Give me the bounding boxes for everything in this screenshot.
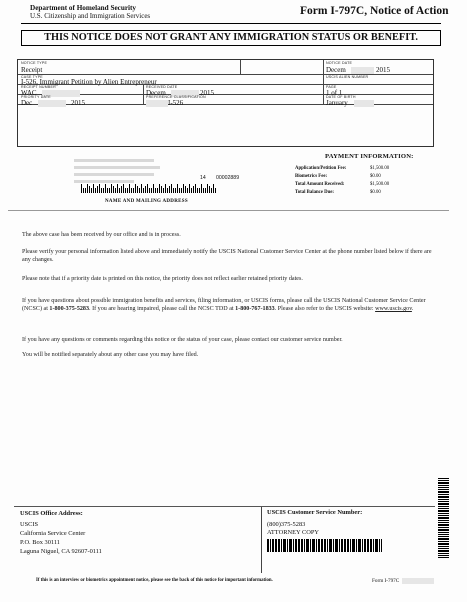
- redacted-address-line: [74, 159, 154, 162]
- barcode-bar: [157, 188, 158, 193]
- grid-rule: [18, 74, 433, 75]
- barcode-bar: [83, 188, 84, 193]
- barcode-bar: [187, 188, 188, 193]
- redaction: [38, 100, 66, 107]
- barcode-bar: [279, 539, 280, 552]
- preference-label: PREFERENCE CLASSIFICATION: [146, 95, 206, 99]
- redacted-address-line: [74, 166, 160, 169]
- barcode-bar: [371, 539, 372, 552]
- payment-label: Application/Petition Fee:: [295, 166, 347, 171]
- office-line: Laguna Niguel, CA 92607-0111: [20, 548, 102, 555]
- barcode-bar: [139, 188, 140, 193]
- barcode-bar: [181, 188, 182, 193]
- barcode-bar: [97, 186, 98, 193]
- barcode-bar: [147, 184, 148, 193]
- barcode-bar: [207, 184, 208, 193]
- barcode-bar: [438, 504, 449, 505]
- footer-note: If this is an interview or biometrics appointment notice, please see the back of this notice for important information.: [36, 578, 273, 583]
- barcode-bar: [438, 483, 449, 484]
- barcode-bar: [348, 539, 349, 552]
- office-line: P.O. Box 30111: [20, 539, 61, 546]
- footer-form-ref: Form I-797C: [372, 578, 400, 584]
- barcode-bar: [209, 186, 210, 193]
- page-value: 1 of 1: [326, 89, 343, 97]
- barcode-bar: [193, 186, 194, 193]
- barcode-bar: [438, 551, 449, 552]
- body-text: If you have questions about possible immigration benefits and services, filing information, or USCIS forms, please call the USCIS National Customer Service Center (NCSC) at: [22, 298, 426, 313]
- barcode-bar: [296, 539, 297, 552]
- ncsc-phone: 1-800-375-5283: [49, 306, 90, 313]
- receipt-number-label: RECEIPT NUMBER: [21, 85, 56, 89]
- barcode-bar: [438, 489, 449, 490]
- barcode-bar: [342, 539, 343, 552]
- barcode-bar: [177, 184, 178, 193]
- grid-rule: [18, 94, 433, 95]
- barcode-bar: [201, 184, 202, 193]
- body-text: .: [411, 306, 414, 313]
- barcode-bar: [113, 186, 114, 193]
- tdd-phone: 1-800-767-1833: [235, 306, 275, 313]
- barcode-bar: [438, 557, 449, 558]
- barcode-bar: [111, 184, 112, 193]
- body-text: . If you are hearing impaired, please call the NCSC TDD at: [89, 306, 236, 313]
- barcode-bar: [109, 188, 110, 193]
- receipt-number-value: WAC: [21, 89, 37, 97]
- redaction: [351, 67, 374, 74]
- barcode-bar: [117, 184, 118, 193]
- barcode-bar: [365, 539, 366, 552]
- received-date-year: 2015: [200, 89, 214, 97]
- priority-date-label: PRIORITY DATE: [21, 95, 51, 99]
- barcode-bar: [167, 188, 168, 193]
- address-code: 14: [200, 175, 206, 181]
- customer-service-heading: USCIS Customer Service Number:: [267, 509, 363, 516]
- barcode-bar: [133, 188, 134, 193]
- barcode-bar: [115, 188, 116, 193]
- dob-label: DATE OF BIRTH: [326, 95, 356, 99]
- barcode-bar: [135, 184, 136, 193]
- barcode-bar: [285, 539, 286, 552]
- body-paragraph: If you have any questions or comments regarding this notice or the status of your case, please contact our customer service number.: [22, 337, 343, 343]
- office-line: California Service Center: [20, 530, 86, 537]
- barcode-bar: [438, 520, 449, 521]
- barcode-bar: [302, 539, 303, 552]
- barcode-bar: [438, 530, 449, 531]
- attorney-copy-label: ATTORNEY COPY: [267, 529, 320, 536]
- barcode-bar: [159, 184, 160, 193]
- redaction: [354, 100, 374, 107]
- dob-value: January: [326, 99, 348, 107]
- barcode-bar: [173, 188, 174, 193]
- barcode-bar: [129, 184, 130, 193]
- priority-date-value: Dec: [21, 99, 33, 107]
- side-barcode: [438, 478, 449, 570]
- barcode-bar: [141, 184, 142, 193]
- barcode-bar: [377, 539, 378, 552]
- barcode-bar: [438, 525, 449, 526]
- barcode-bar: [121, 186, 122, 193]
- barcode-bar: [381, 539, 382, 552]
- barcode-bar: [195, 184, 196, 193]
- payment-label: Total Balance Due:: [295, 190, 334, 195]
- body-paragraph: You will be notified separately about any other case you may have filed.: [22, 352, 199, 358]
- barcode-bar: [438, 515, 449, 516]
- barcode-bar: [213, 184, 214, 193]
- barcode-bar: [91, 188, 92, 193]
- barcode-bar: [93, 184, 94, 193]
- page-label: PAGE: [326, 85, 337, 89]
- barcode-bar: [87, 184, 88, 193]
- postal-barcode: [81, 184, 217, 193]
- barcode-bar: [137, 186, 138, 193]
- case-type-value: I-526, Immigrant Petition by Alien Entrepreneur: [21, 78, 157, 86]
- case-type-label: CASE TYPE: [21, 75, 43, 79]
- grid-divider: [323, 60, 324, 104]
- barcode-bar: [183, 184, 184, 193]
- barcode-bar: [191, 188, 192, 193]
- uscis-website-link[interactable]: www.uscis.gov: [375, 306, 412, 313]
- barcode-bar: [131, 188, 132, 193]
- barcode-bar: [185, 186, 186, 193]
- redacted-address-line: [74, 180, 134, 183]
- barcode-bar: [438, 546, 449, 547]
- preference-value: I-526: [168, 99, 184, 107]
- section-separator: [8, 210, 449, 211]
- barcode-bar: [438, 499, 449, 500]
- barcode-bar: [179, 188, 180, 193]
- barcode-bar: [273, 539, 274, 552]
- grid-divider: [143, 84, 144, 104]
- notice-type-label: NOTICE TYPE: [21, 61, 48, 65]
- barcode-bar: [151, 188, 152, 193]
- barcode-bar: [171, 184, 172, 193]
- header-rule: [21, 23, 441, 24]
- received-date-label: RECEIVED DATE: [146, 85, 178, 89]
- barcode-bar: [165, 184, 166, 193]
- barcode-bar: [107, 188, 108, 193]
- redacted-address-line: [74, 173, 154, 176]
- body-paragraph: Please note that if a priority date is printed on this notice, the priority does not reflect earlier retained priority dates.: [22, 276, 303, 282]
- barcode-bar: [89, 186, 90, 193]
- agency-name: U.S. Citizenship and Immigration Services: [30, 12, 151, 20]
- document-barcode: [267, 539, 382, 552]
- barcode-bar: [438, 494, 449, 495]
- barcode-bar: [336, 539, 338, 552]
- barcode-bar: [197, 188, 198, 193]
- form-title: Form I-797C, Notice of Action: [300, 5, 449, 17]
- received-date-value: Decem: [146, 89, 166, 97]
- barcode-bar: [105, 184, 106, 193]
- barcode-bar: [189, 184, 190, 193]
- barcode-bar: [319, 539, 320, 552]
- payment-value: $1,500.00: [370, 182, 390, 187]
- payment-value: $1,500.00: [370, 166, 390, 171]
- body-paragraph-contact: [22, 297, 436, 313]
- payment-value: $0.00: [370, 174, 381, 179]
- body-paragraph: The above case has been received by our office and is in process.: [22, 232, 181, 238]
- barcode-bar: [325, 539, 326, 552]
- barcode-bar: [103, 188, 104, 193]
- barcode-bar: [127, 188, 128, 193]
- payment-label: Biometrics Fee:: [295, 174, 328, 179]
- box-divider: [261, 507, 262, 573]
- office-line: USCIS: [20, 521, 39, 528]
- barcode-bar: [205, 188, 206, 193]
- barcode-bar: [438, 536, 449, 537]
- department-name: Department of Homeland Security: [30, 4, 136, 12]
- barcode-bar: [438, 541, 449, 542]
- redaction: [402, 578, 434, 584]
- barcode-bar: [211, 188, 212, 193]
- barcode-bar: [119, 188, 120, 193]
- barcode-bar: [438, 478, 449, 479]
- barcode-bar: [199, 188, 200, 193]
- barcode-bar: [359, 539, 361, 552]
- customer-service-phone: (800)375-5283: [267, 521, 306, 528]
- redaction: [146, 100, 168, 107]
- notice-type-value: Receipt: [21, 66, 43, 74]
- barcode-bar: [153, 184, 154, 193]
- barcode-bar: [95, 188, 96, 193]
- barcode-bar: [267, 539, 269, 552]
- barcode-bar: [161, 186, 162, 193]
- body-text: . Please also refer to the USCIS website:: [274, 306, 376, 313]
- barcode-bar: [145, 186, 146, 193]
- barcode-bar: [203, 188, 204, 193]
- barcode-bar: [169, 186, 170, 193]
- barcode-bar: [125, 188, 126, 193]
- barcode-bar: [175, 188, 176, 193]
- barcode-bar: [331, 539, 332, 552]
- barcode-bar: [163, 188, 164, 193]
- alien-number-label: USCIS ALIEN NUMBER: [326, 75, 369, 79]
- office-box: [14, 506, 435, 572]
- barcode-bar: [99, 184, 100, 193]
- notice-date-label: NOTICE DATE: [326, 61, 353, 65]
- body-paragraph: Please verify your personal information listed above and immediately notify the USCIS National Customer Service Center at the phone number listed below if there are any changes.: [22, 249, 432, 264]
- status-banner: THIS NOTICE DOES NOT GRANT ANY IMMIGRATION STATUS OR BENEFIT.: [21, 30, 441, 46]
- office-heading: USCIS Office Address:: [20, 510, 83, 517]
- barcode-bar: [215, 188, 216, 193]
- barcode-bar: [101, 188, 102, 193]
- priority-date-year: 2015: [71, 99, 85, 107]
- grid-divider: [240, 60, 241, 74]
- barcode-bar: [143, 188, 144, 193]
- barcode-bar: [123, 184, 124, 193]
- barcode-bar: [149, 188, 150, 193]
- name-and-mailing-address-label: NAME AND MAILING ADDRESS: [105, 199, 188, 204]
- case-info-grid: [17, 59, 434, 147]
- notice-date-value: Decem: [326, 66, 346, 74]
- payment-value: $0.00: [370, 190, 381, 195]
- address-number: 00002889: [216, 175, 240, 181]
- barcode-bar: [81, 184, 82, 193]
- payment-label: Total Amount Received:: [295, 182, 345, 187]
- barcode-bar: [290, 539, 292, 552]
- barcode-bar: [155, 188, 156, 193]
- barcode-bar: [308, 539, 309, 552]
- barcode-bar: [354, 539, 355, 552]
- barcode-bar: [438, 510, 449, 511]
- barcode-bar: [85, 188, 86, 193]
- notice-date-year: 2015: [376, 66, 390, 74]
- barcode-bar: [313, 539, 315, 552]
- payment-heading: PAYMENT INFORMATION:: [325, 153, 414, 160]
